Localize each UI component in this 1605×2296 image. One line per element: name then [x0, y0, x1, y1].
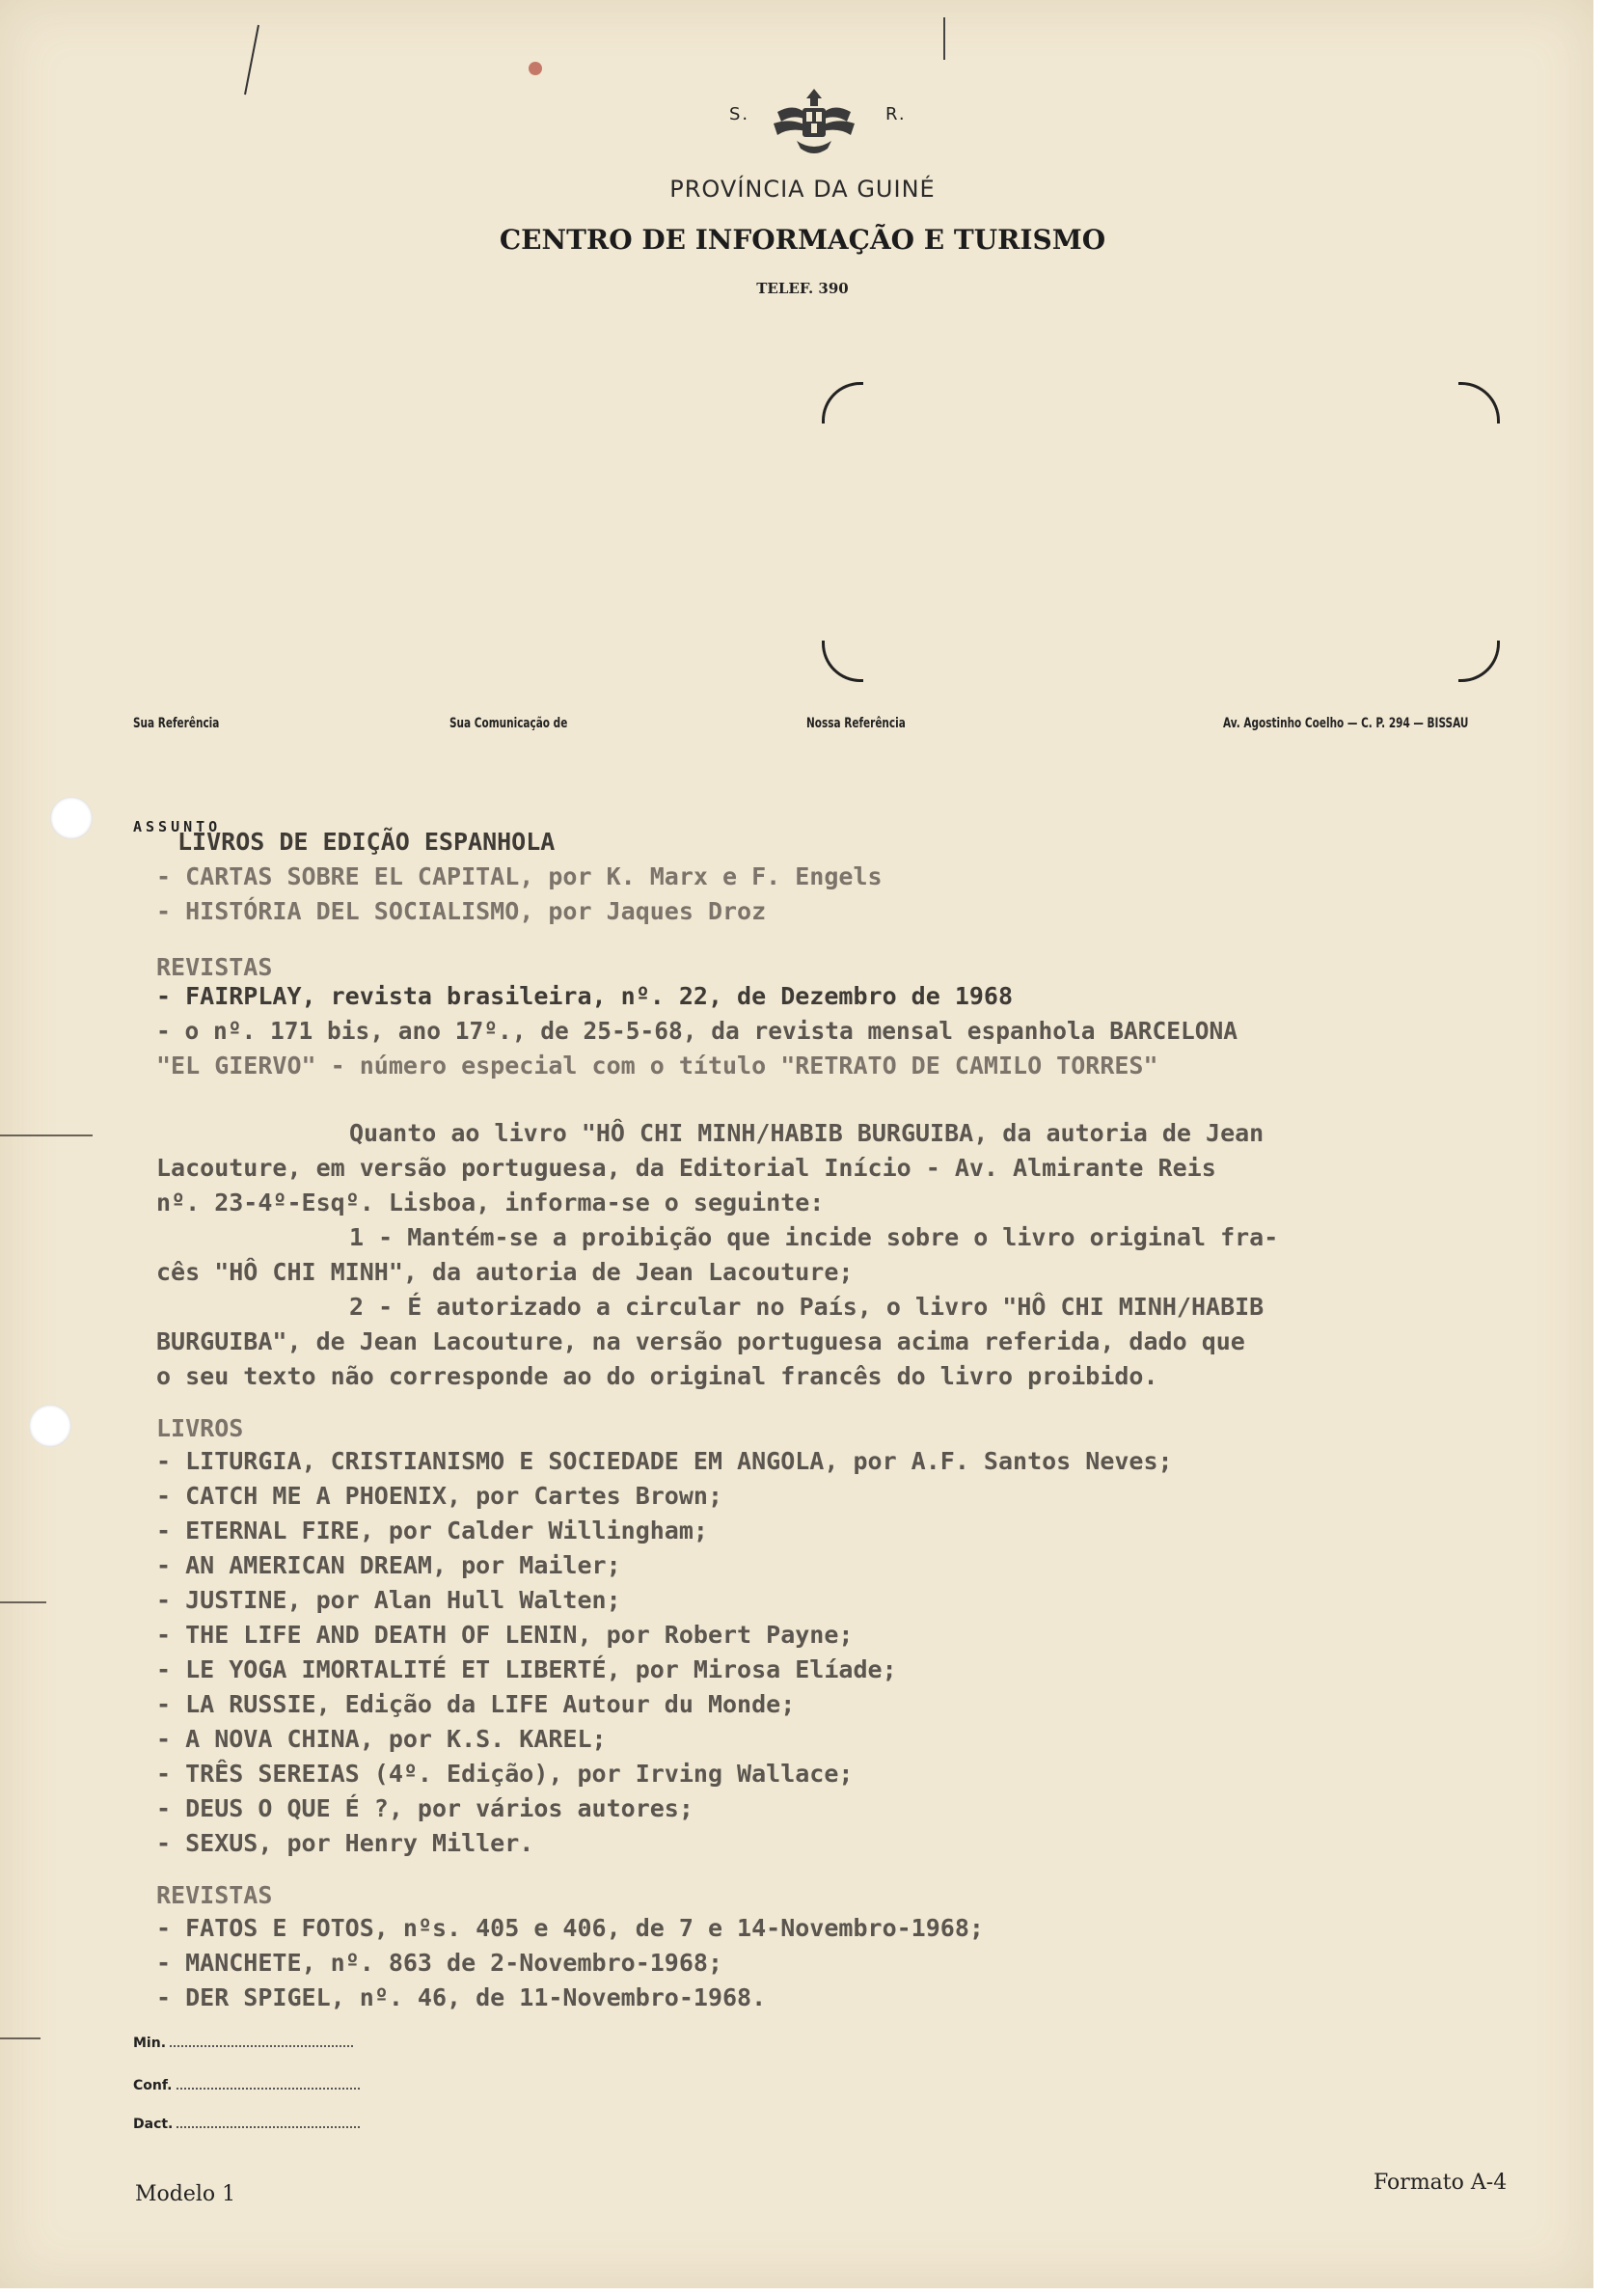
- conf-field-label: Conf.: [133, 2078, 173, 2093]
- center-name-title: CENTRO DE INFORMAÇÃO E TURISMO: [499, 224, 1106, 256]
- body-line-17: - LITURGIA, CRISTIANISMO E SOCIEDADE EM ANGOLA, por A.F. Santos Neves;: [156, 1447, 1173, 1475]
- body-line-19: - ETERNAL FIRE, por Calder Willingham;: [156, 1517, 708, 1544]
- body-line-31: - MANCHETE, nº. 863 de 2-Novembro-1968;: [156, 1949, 722, 1977]
- body-line-30: - FATOS E FOTOS, nºs. 405 e 406, de 7 e 14-Novembro-1968;: [156, 1914, 984, 1942]
- body-line-18: - CATCH ME A PHOENIX, por Cartes Brown;: [156, 1482, 722, 1510]
- window-corner-top-right: [1458, 382, 1500, 424]
- window-corner-top-left: [822, 382, 863, 424]
- sua-referencia-label: Sua Referência: [133, 716, 220, 731]
- body-line-9: Lacouture, em versão portuguesa, da Editorial Início - Av. Almirante Reis: [156, 1154, 1216, 1182]
- header-letter-r: R.: [885, 104, 907, 124]
- body-line-1: LIVROS DE EDIÇÃO ESPANHOLA: [177, 828, 556, 856]
- body-line-2: - CARTAS SOBRE EL CAPITAL, por K. Marx e F. Engels: [156, 862, 883, 890]
- body-line-5: - FAIRPLAY, revista brasileira, nº. 22, de Dezembro de 1968: [156, 982, 1014, 1010]
- footer-formato: Formato A-4: [1374, 2171, 1508, 2195]
- province-title: PROVÍNCIA DA GUINÉ: [669, 176, 936, 203]
- punch-hole-top: [50, 797, 93, 839]
- body-line-16: LIVROS: [156, 1414, 244, 1442]
- body-line-25: - A NOVA CHINA, por K.S. KAREL;: [156, 1725, 607, 1753]
- body-line-8: Quanto ao livro "HÔ CHI MINH/HABIB BURGUIBA, da autoria de Jean: [349, 1119, 1265, 1147]
- body-line-29: REVISTAS: [156, 1881, 273, 1909]
- body-line-10: nº. 23-4º-Esqº. Lisboa, informa-se o seguinte:: [156, 1189, 825, 1216]
- body-line-3: - HISTÓRIA DEL SOCIALISMO, por Jaques Droz: [156, 897, 767, 925]
- body-line-32: - DER SPIGEL, nº. 46, de 11-Novembro-1968.: [156, 1983, 767, 2011]
- window-corner-bottom-right: [1458, 641, 1500, 682]
- margin-tick-2: [0, 1601, 46, 1603]
- body-line-22: - THE LIFE AND DEATH OF LENIN, por Robert Payne;: [156, 1621, 854, 1649]
- body-line-12: cês "HÔ CHI MINH", da autoria de Jean Lacouture;: [156, 1258, 854, 1286]
- stain-dot: [529, 62, 542, 75]
- coat-of-arms-icon: [768, 85, 860, 158]
- body-line-23: - LE YOGA IMORTALITÉ ET LIBERTÉ, por Mirosa Elíade;: [156, 1655, 897, 1683]
- body-line-13: 2 - É autorizado a circular no País, o livro "HÔ CHI MINH/HABIB: [349, 1293, 1265, 1321]
- window-corner-bottom-left: [822, 641, 863, 682]
- footer-modelo: Modelo 1: [135, 2182, 236, 2206]
- assunto-label: ASSUNTO: [133, 818, 222, 835]
- dact-field-label: Dact.: [133, 2117, 174, 2132]
- header-letter-s: S.: [729, 104, 750, 124]
- min-field: [133, 2036, 353, 2051]
- body-line-11: 1 - Mantém-se a proibição que incide sobre o livro original fra-: [349, 1223, 1279, 1251]
- body-line-26: - TRÊS SEREIAS (4º. Edição), por Irving Wallace;: [156, 1760, 854, 1788]
- body-line-27: - DEUS O QUE É ?, por vários autores;: [156, 1794, 694, 1822]
- fold-mark: [943, 17, 945, 60]
- body-line-14: BURGUIBA", de Jean Lacouture, na versão portuguesa acima referida, dado que: [156, 1327, 1245, 1355]
- dact-field-line: [177, 2117, 360, 2128]
- punch-hole-bottom: [29, 1405, 71, 1447]
- margin-tick-3: [0, 2037, 41, 2039]
- body-line-6: - o nº. 171 bis, ano 17º., de 25-5-68, da revista mensal espanhola BARCELONA: [156, 1017, 1238, 1045]
- min-field-line: [170, 2036, 353, 2047]
- nossa-referencia-label: Nossa Referência: [806, 716, 906, 731]
- address-label: Av. Agostinho Coelho — C. P. 294 — BISSAU: [1223, 716, 1469, 731]
- body-line-4: REVISTAS: [156, 953, 273, 981]
- telephone-number: TELEF. 390: [756, 280, 849, 297]
- body-line-20: - AN AMERICAN DREAM, por Mailer;: [156, 1551, 621, 1579]
- dact-field: [133, 2117, 360, 2132]
- body-line-7: "EL GIERVO" - número especial com o título "RETRATO DE CAMILO TORRES": [156, 1052, 1158, 1080]
- min-field-label: Min.: [133, 2036, 167, 2051]
- body-line-28: - SEXUS, por Henry Miller.: [156, 1829, 534, 1857]
- margin-tick-1: [0, 1134, 93, 1136]
- body-line-21: - JUSTINE, por Alan Hull Walten;: [156, 1586, 621, 1614]
- conf-field-line: [177, 2078, 360, 2090]
- sua-comunicacao-label: Sua Comunicação de: [449, 716, 568, 731]
- conf-field: [133, 2078, 360, 2093]
- pen-stroke-mark: [237, 21, 266, 98]
- body-line-24: - LA RUSSIE, Edição da LIFE Autour du Monde;: [156, 1690, 796, 1718]
- body-line-15: o seu texto não corresponde ao do original francês do livro proibido.: [156, 1362, 1158, 1390]
